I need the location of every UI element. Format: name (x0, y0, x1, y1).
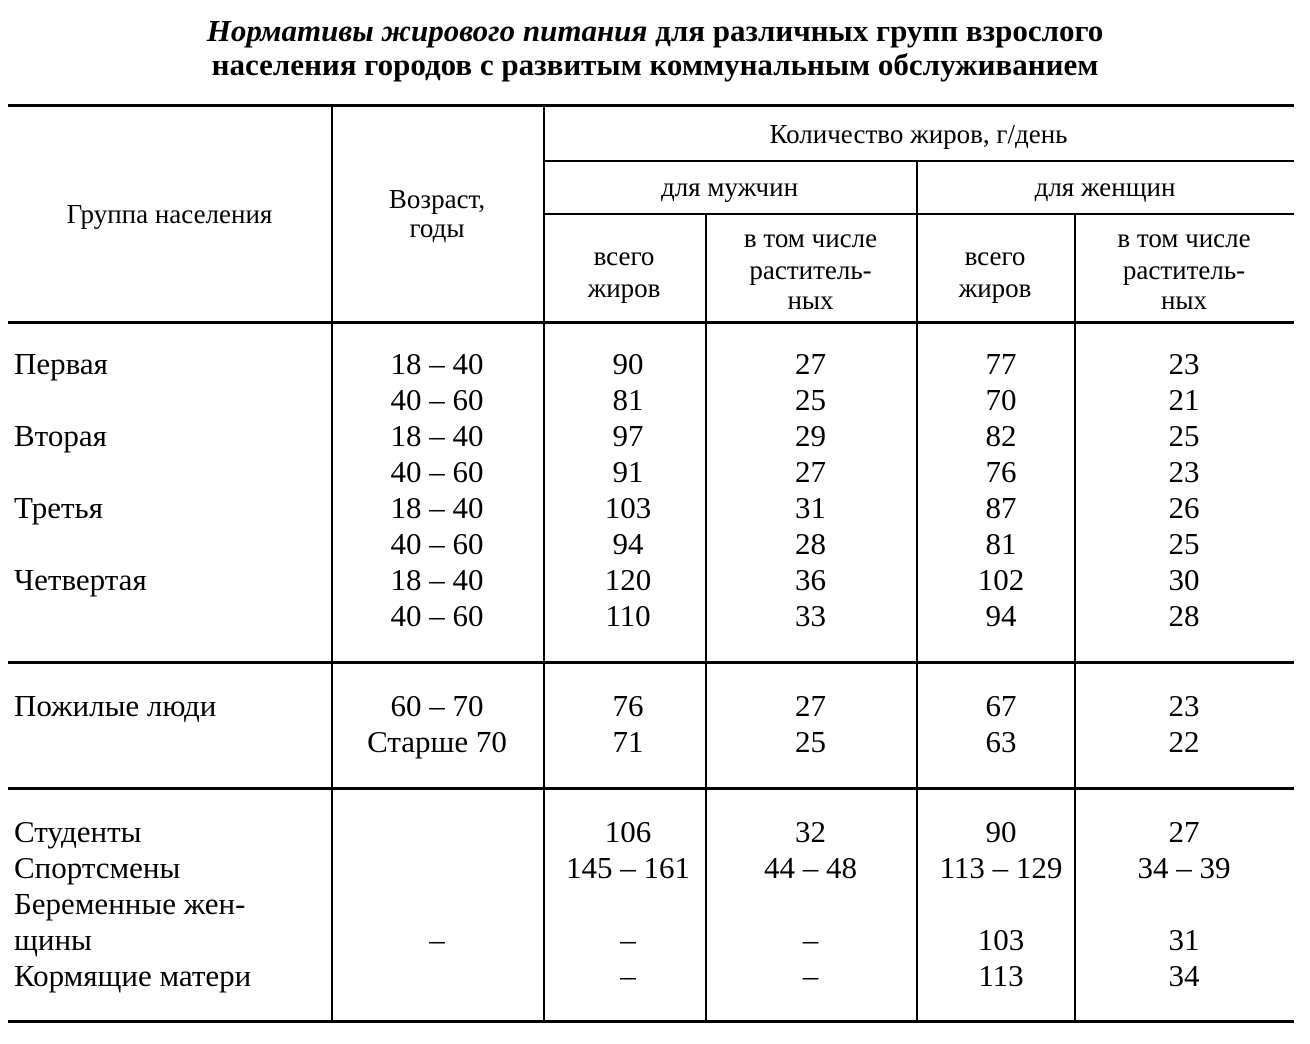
cell-women-veg: 27 (1168, 814, 1200, 849)
cell-men-veg: 25 (795, 724, 826, 759)
cell-women-total: 94 (985, 598, 1017, 633)
cell-age: 40 – 60 (390, 382, 484, 417)
title-italic: Нормативы жирового питания (206, 13, 648, 48)
cell-age: 18 – 40 (390, 490, 484, 525)
cell-group: Беременные жен- (14, 886, 246, 921)
cell-women-total: 82 (985, 418, 1017, 453)
header-fat-amount: Количество жиров, г/день (769, 119, 1068, 149)
cell-group: Четвертая (14, 562, 147, 597)
cell-age: 18 – 40 (390, 418, 484, 453)
cell-age: 40 – 60 (390, 598, 484, 633)
cell-women-total: 103 (977, 922, 1025, 957)
header-women-total-2: жиров (958, 273, 1032, 303)
cell-group: Вторая (14, 418, 107, 453)
cell-group: Кормящие матери (14, 958, 252, 993)
cell-men-total: 71 (612, 724, 644, 759)
cell-women-total: 87 (985, 490, 1017, 525)
top-rule (8, 104, 1294, 107)
header-men-veg-2: раститель- (749, 255, 872, 285)
cell-women-veg: 25 (1168, 418, 1200, 453)
cell-men-veg: 32 (795, 814, 826, 849)
section-rule-1 (8, 661, 1294, 664)
header-group: Группа населения (66, 199, 273, 229)
cell-men-veg: 27 (795, 688, 826, 723)
title-line2: населения городов с развитым коммунальным обслуживанием (211, 47, 1099, 82)
cell-women-total: 76 (985, 454, 1017, 489)
cell-age: 40 – 60 (390, 526, 484, 561)
cell-men-total: 145 – 161 (566, 850, 690, 885)
table-title (0, 14, 1310, 82)
cell-women-veg: 34 – 39 (1137, 850, 1231, 885)
cell-women-veg: 26 (1168, 490, 1200, 525)
cell-women-veg: 23 (1168, 346, 1200, 381)
cell-women-veg: 34 (1168, 958, 1200, 993)
cell-women-veg: 31 (1168, 922, 1200, 957)
cell-women-total: 77 (985, 346, 1017, 381)
cell-women-veg: 30 (1168, 562, 1200, 597)
cell-men-veg: – (802, 958, 819, 993)
cell-men-veg: 31 (795, 490, 826, 525)
cell-women-total: 67 (985, 688, 1017, 723)
header-men-total-2: жиров (587, 273, 661, 303)
cell-women-total: 113 (978, 958, 1024, 993)
header-men-veg-1: в том числе (743, 223, 878, 253)
cell-men-total: 81 (612, 382, 644, 417)
cell-men-total: 76 (612, 688, 644, 723)
header-rule (8, 321, 1294, 324)
header-women-veg-3: ных (1160, 285, 1208, 315)
header-men: для мужчин (660, 172, 799, 202)
cell-women-veg: 23 (1168, 688, 1200, 723)
cell-women-total: 63 (985, 724, 1017, 759)
subheader-rule-2 (543, 213, 1294, 215)
cell-men-veg: 25 (795, 382, 826, 417)
cell-men-total: 90 (612, 346, 644, 381)
cell-men-total: 91 (612, 454, 644, 489)
cell-men-veg: – (802, 922, 819, 957)
header-women-total-1: всего (964, 241, 1026, 271)
cell-group: Спортсмены (14, 850, 181, 885)
cell-men-total: 110 (605, 598, 651, 633)
header-women-veg-1: в том числе (1117, 223, 1251, 253)
cell-men-total: 120 (604, 562, 652, 597)
cell-women-total: 90 (985, 814, 1017, 849)
cell-men-veg: 28 (795, 526, 826, 561)
cell-age: – (429, 922, 445, 957)
cell-men-total: – (620, 922, 636, 957)
header-age-1: Возраст, (388, 184, 486, 214)
cell-age: 60 – 70 (390, 688, 484, 723)
cell-women-veg: 25 (1168, 526, 1200, 561)
cell-men-total: 103 (604, 490, 652, 525)
cell-women-total: 81 (985, 526, 1017, 561)
cell-men-total: – (620, 958, 636, 993)
section-rule-2 (8, 787, 1294, 790)
cell-men-total: 106 (604, 814, 652, 849)
subheader-rule-1 (543, 160, 1294, 162)
cell-women-veg: 22 (1168, 724, 1200, 759)
header-women: для женщин (1034, 172, 1176, 202)
cell-group: Третья (14, 490, 103, 525)
cell-group: Пожилые люди (14, 688, 217, 723)
cell-age: Старше 70 (367, 724, 507, 759)
cell-women-total: 102 (977, 562, 1025, 597)
cell-men-veg: 33 (795, 598, 826, 633)
cell-women-veg: 28 (1168, 598, 1200, 633)
header-men-veg-3: ных (787, 285, 834, 315)
cell-women-total: 113 – 129 (939, 850, 1063, 885)
cell-age: 18 – 40 (390, 346, 484, 381)
cell-men-veg: 27 (795, 454, 826, 489)
bottom-rule (8, 1020, 1294, 1023)
cell-age: 40 – 60 (390, 454, 484, 489)
header-men-total-1: всего (593, 241, 655, 271)
cell-group: Студенты (14, 814, 142, 849)
cell-women-veg: 23 (1168, 454, 1200, 489)
cell-men-veg: 29 (795, 418, 826, 453)
cell-group: щины (14, 922, 92, 957)
title-rest: для различных групп взрослого (647, 13, 1104, 48)
header-age-2: годы (409, 213, 465, 243)
cell-men-veg: 27 (795, 346, 826, 381)
cell-men-veg: 36 (795, 562, 826, 597)
cell-age: 18 – 40 (390, 562, 484, 597)
cell-group: Первая (14, 346, 108, 381)
cell-women-total: 70 (985, 382, 1017, 417)
cell-men-total: 97 (612, 418, 644, 453)
cell-men-veg: 44 – 48 (764, 850, 857, 885)
cell-women-veg: 21 (1168, 382, 1200, 417)
cell-men-total: 94 (612, 526, 644, 561)
header-women-veg-2: раститель- (1122, 255, 1246, 285)
